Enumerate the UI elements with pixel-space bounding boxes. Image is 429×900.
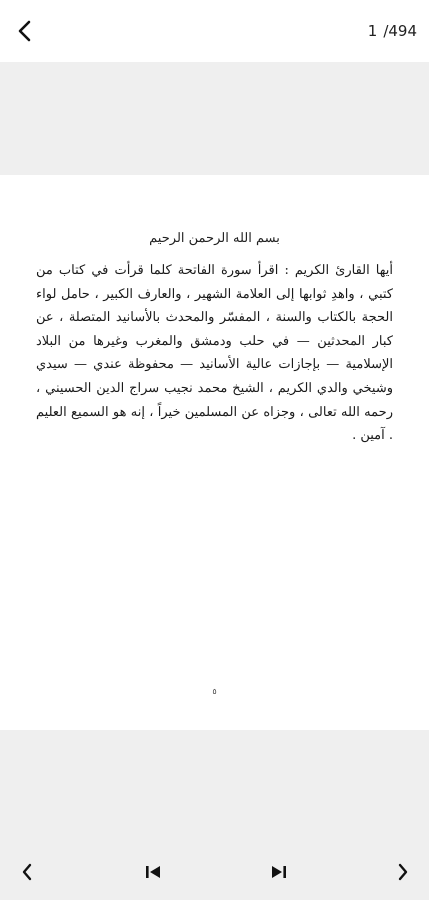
total-pages: /494 bbox=[383, 22, 417, 40]
chevron-right-icon bbox=[397, 863, 409, 881]
current-page: 1 bbox=[367, 22, 378, 40]
page-heading: بسم الله الرحمن الرحيم bbox=[149, 231, 280, 246]
skip-last-icon bbox=[270, 864, 288, 880]
bottom-toolbar bbox=[0, 730, 429, 900]
page-body-text: أيها القارئ الكريم : اقرأ سورة الفاتحة كلما قرأت في كتاب من كتبي ، واهدِ ثوابها إلى العلامة الشهير ، والعارف الكبير ، حامل لواء الحجة بالكتاب والسنة ، المفسّر والمحدث بالأسانيد المتصلة ، عن كبار المحدثين — في حلب ودمشق والمغرب وغيرها من البلاد الإسلامية — بإجازات عالية الأسانيد — محفوظة عندي — سيدي وشيخي والدي الكريم ، الشيخ محمد نجيب سراج الدين الحسيني ، رحمه الله تعالى ، وجزاه عن المسلمين خيراً ، إنه هو السميع العليم . آمين . bbox=[36, 263, 393, 444]
next-page-button[interactable] bbox=[388, 857, 418, 887]
page-counter bbox=[368, 22, 417, 40]
top-margin-area bbox=[0, 62, 429, 175]
last-page-button[interactable] bbox=[264, 857, 294, 887]
chevron-left-icon bbox=[16, 19, 32, 43]
top-bar bbox=[0, 0, 429, 62]
book-page bbox=[0, 175, 429, 730]
skip-first-icon bbox=[144, 864, 162, 880]
first-page-button[interactable] bbox=[138, 857, 168, 887]
back-button[interactable] bbox=[10, 17, 38, 45]
chevron-left-icon bbox=[21, 863, 33, 881]
previous-page-button[interactable] bbox=[12, 857, 42, 887]
page-number: ٥ bbox=[212, 687, 217, 696]
